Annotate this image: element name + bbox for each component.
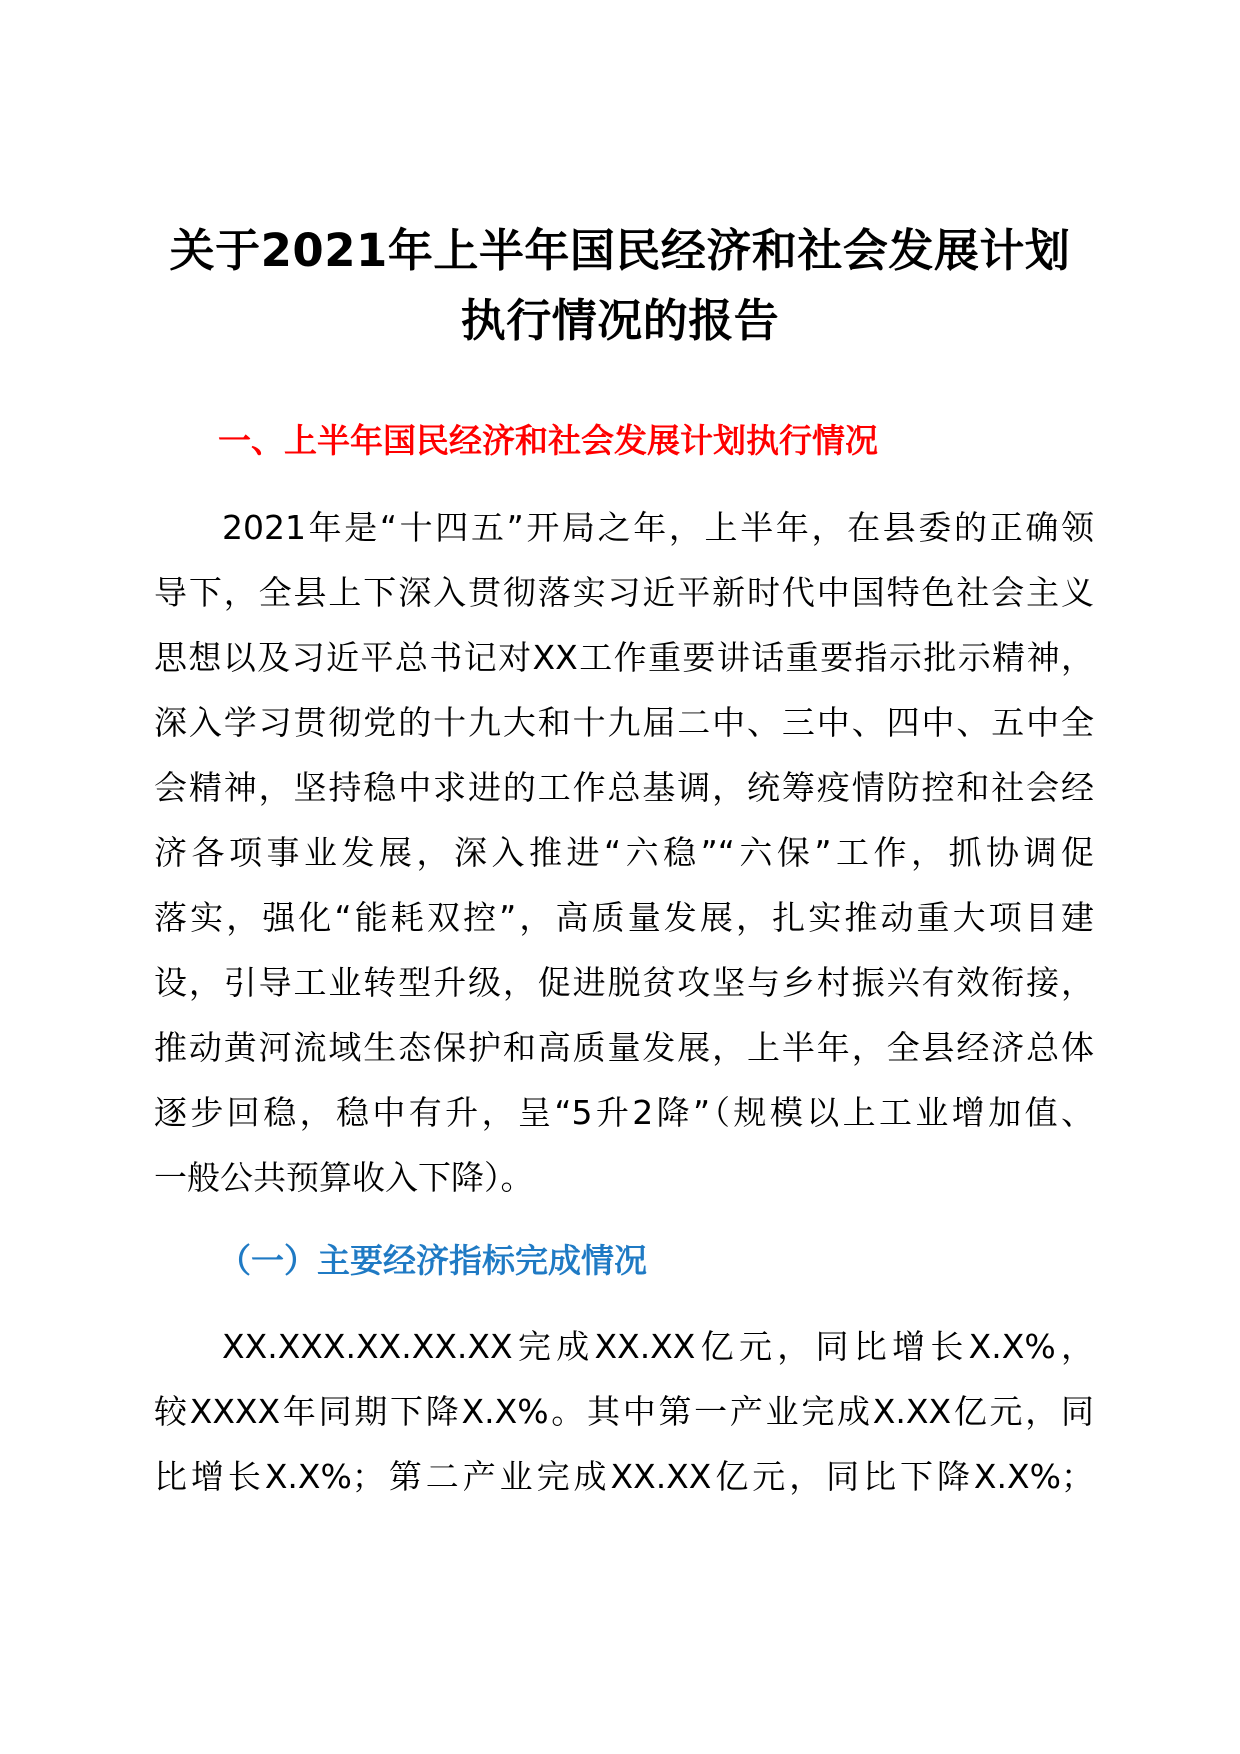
paragraph-line: 落实，强化“能耗双控”，高质量发展，扎实推动重大项目建	[154, 898, 1094, 937]
paragraph-line: 逐步回稳，稳中有升，呈“5升2降”（规模以上工业增加值、	[154, 1093, 1094, 1132]
paragraph-line: 设，引导工业转型升级，促进脱贫攻坚与乡村振兴有效衔接，	[154, 963, 1094, 1002]
section-heading: 一、上半年国民经济和社会发展计划执行情况	[218, 421, 878, 460]
paragraph-line: 济各项事业发展，深入推进“六稳”“六保”工作，抓协调促	[154, 833, 1094, 872]
paragraph-line: 导下，全县上下深入贯彻落实习近平新时代中国特色社会主义	[154, 573, 1094, 612]
title-line-2: 执行情况的报告	[460, 294, 780, 347]
paragraph-indicators	[154, 1314, 1094, 1509]
paragraph-line: 推动黄河流域生态保护和高质量发展，上半年，全县经济总体	[154, 1028, 1094, 1067]
paragraph-line: 2021年是“十四五”开局之年，上半年，在县委的正确领	[222, 508, 1094, 547]
paragraph-line: XX.XXX.XX.XX.XX完成XX.XX亿元，同比增长X.X%，	[222, 1327, 1094, 1366]
paragraph-line: 较XXXX年同期下降X.X%。其中第一产业完成X.XX亿元，同	[154, 1392, 1094, 1431]
paragraph-overview	[154, 495, 1094, 1210]
subsection-heading: （一）主要经济指标完成情况	[218, 1241, 647, 1280]
paragraph-line: 会精神，坚持稳中求进的工作总基调，统筹疫情防控和社会经	[154, 768, 1094, 807]
paragraph-line: 一般公共预算收入下降）。	[154, 1158, 534, 1197]
paragraph-line: 深入学习贯彻党的十九大和十九届二中、三中、四中、五中全	[154, 703, 1094, 742]
title-line-1: 关于2021年上半年国民经济和社会发展计划	[169, 224, 1071, 277]
document-title	[150, 216, 1090, 356]
paragraph-line: 比增长X.X%；第二产业完成XX.XX亿元，同比下降X.X%；	[154, 1457, 1094, 1496]
paragraph-line: 思想以及习近平总书记对XX工作重要讲话重要指示批示精神，	[154, 638, 1094, 677]
